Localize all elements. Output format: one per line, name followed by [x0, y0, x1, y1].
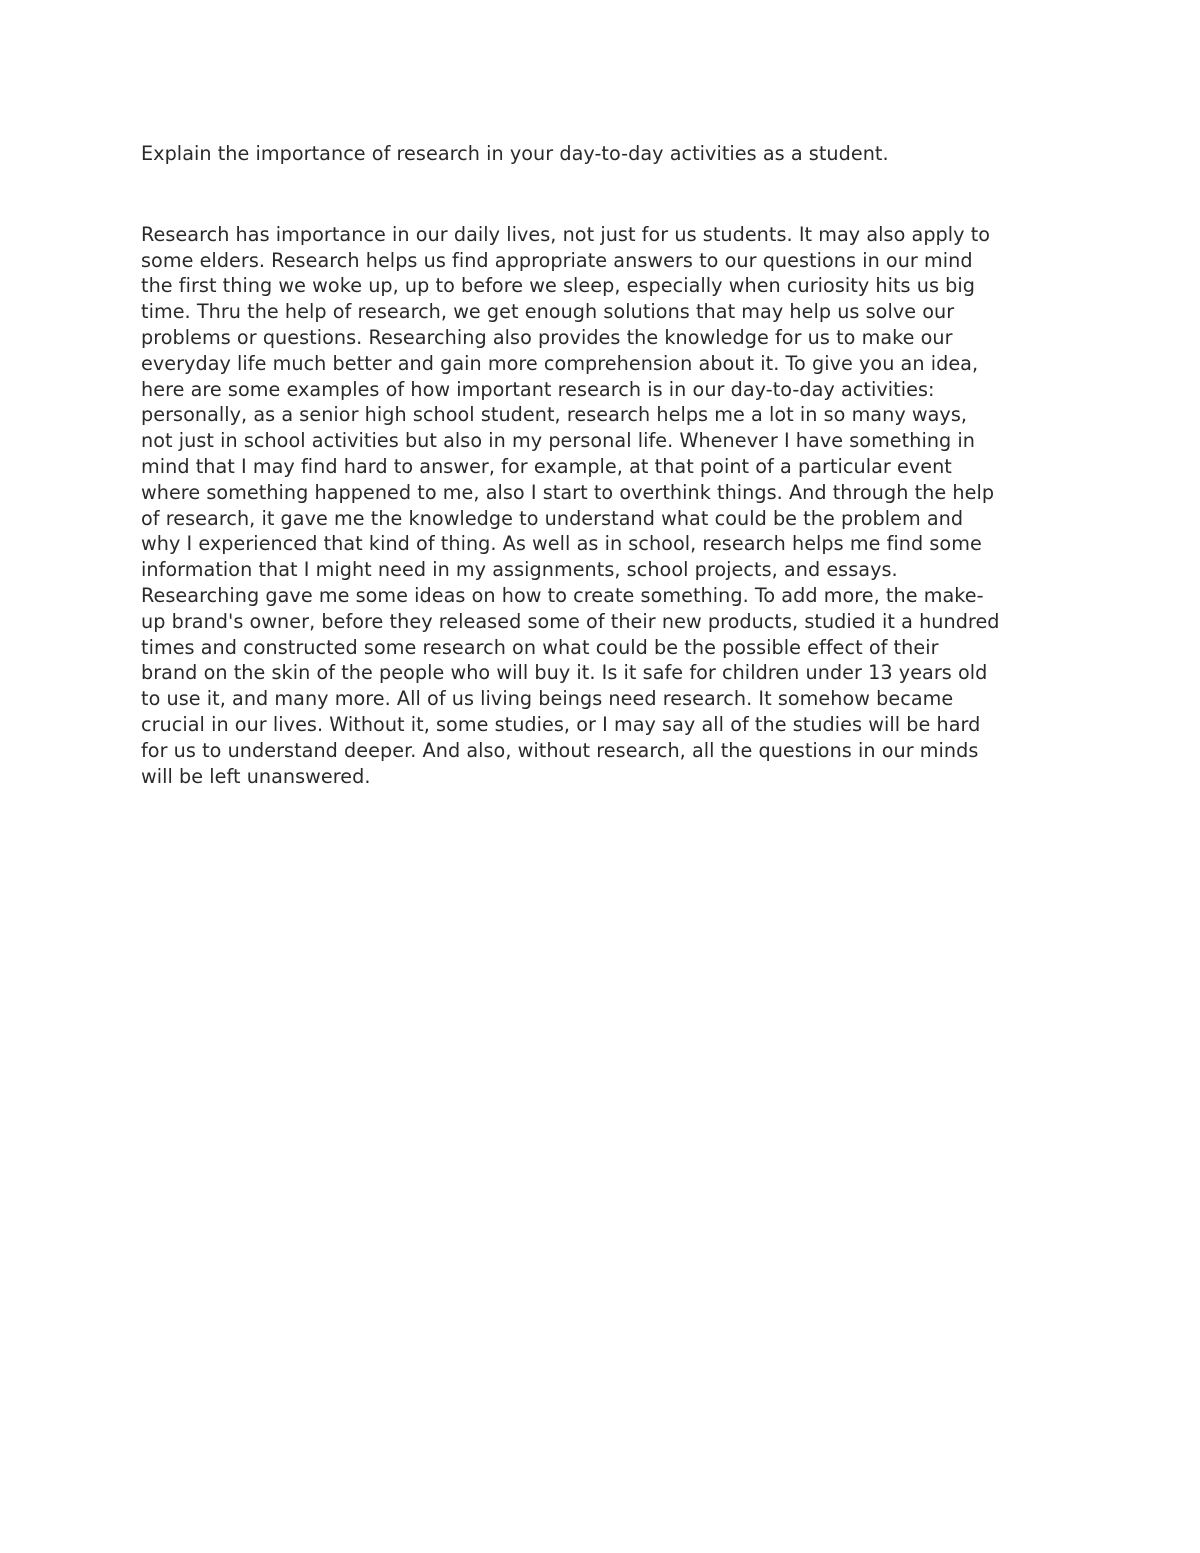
answer-line: why I experienced that kind of thing. As well as in school, research helps me find some — [141, 532, 982, 556]
answer-line: Researching gave me some ideas on how to create something. To add more, the make- — [141, 583, 984, 607]
answer-line: where something happened to me, also I start to overthink things. And through the help — [141, 480, 995, 504]
answer-line: here are some examples of how important research is in our day-to-day activities: — [141, 377, 935, 401]
answer-line: time. Thru the help of research, we get enough solutions that may help us solve our — [141, 300, 955, 324]
document-content — [141, 141, 1066, 789]
answer-line: of research, it gave me the knowledge to understand what could be the problem and — [141, 506, 964, 530]
answer-line: everyday life much better and gain more comprehension about it. To give you an idea, — [141, 351, 979, 375]
answer-line: times and constructed some research on what could be the possible effect of their — [141, 635, 939, 659]
answer-line: information that I might need in my assignments, school projects, and essays. — [141, 558, 898, 582]
answer-line: mind that I may find hard to answer, for example, at that point of a particular event — [141, 454, 952, 478]
answer-paragraph — [141, 222, 1066, 790]
answer-line: Research has importance in our daily lives, not just for us students. It may also apply to — [141, 222, 991, 246]
answer-line: brand on the skin of the people who will buy it. Is it safe for children under 13 years old — [141, 661, 988, 685]
answer-line: not just in school activities but also in my personal life. Whenever I have something in — [141, 429, 976, 453]
answer-line: crucial in our lives. Without it, some studies, or I may say all of the studies will be hard — [141, 712, 981, 736]
answer-line: to use it, and many more. All of us living beings need research. It somehow became — [141, 687, 954, 711]
question-text: Explain the importance of research in your day-to-day activities as a student. — [141, 142, 889, 165]
answer-line: problems or questions. Researching also provides the knowledge for us to make our — [141, 325, 953, 349]
answer-line: some elders. Research helps us find appropriate answers to our questions in our mind — [141, 248, 973, 272]
answer-line: the first thing we woke up, up to before we sleep, especially when curiosity hits us big — [141, 274, 975, 298]
answer-line: for us to understand deeper. And also, without research, all the questions in our minds — [141, 738, 979, 762]
answer-line: will be left unanswered. — [141, 764, 371, 788]
answer-line: personally, as a senior high school student, research helps me a lot in so many ways, — [141, 403, 968, 427]
answer-line: up brand's owner, before they released some of their new products, studied it a hundred — [141, 609, 1000, 633]
